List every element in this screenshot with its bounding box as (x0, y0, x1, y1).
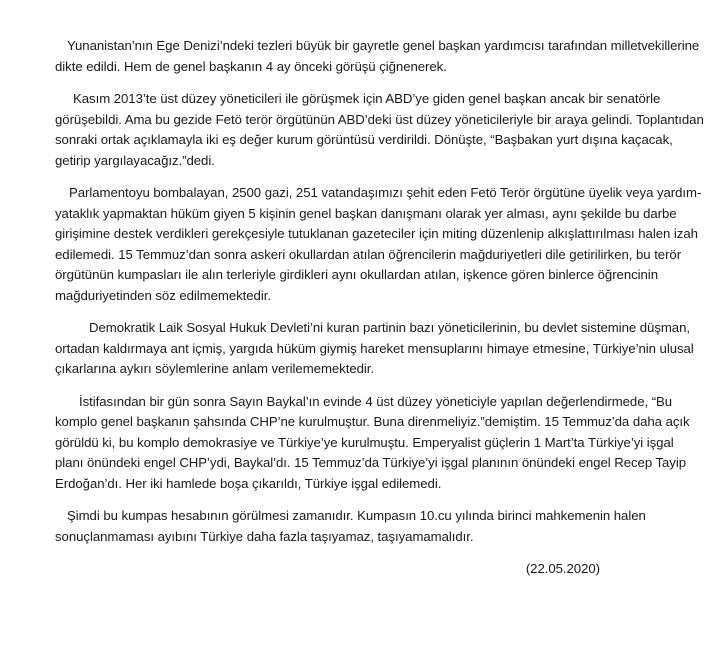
paragraph-4: Demokratik Laik Sosyal Hukuk Devleti’ni kuran partinin bazı yöneticilerinin, bu devlet sistemine düşman, ortadan kaldırmaya ant içmiş, yargıda hüküm giymiş hareket mensuplarını himaye etmesine, Türkiye’nin ulusal çıkarlarına aykırı söylemlerine anlam verilememektedir. (55, 320, 694, 376)
paragraph-1: Yunanistan’nın Ege Denizi’ndeki tezleri büyük bir gayretle genel başkan yardımcısı tarafından milletvekillerine dikte edildi. Hem de genel başkanın 4 ay önceki görüşü çiğnenerek. (55, 38, 700, 74)
paragraph-6: Şimdi bu kumpas hesabının görülmesi zamanıdır. Kumpasın 10.cu yılında birinci mahkemenin halen sonuçlanmaması ayıbını Türkiye daha fazla taşıyamaz, taşıyamamalıdır. (55, 508, 646, 544)
paragraph-2: Kasım 2013’te üst düzey yöneticileri ile görüşmek için ABD’ye giden genel başkan ancak bir senatörle görüşebildi. Ama bu gezide Fetö terör örgütünün ABD’deki üst düzey yöneticileriyle bir araya gelindi. Toplantıdan sonraki ortak açıklamayla iki eş değer kurum görüntüsü verdirildi. Dönüşte, “Başbakan yurt dışına kaçacak, getirip yargılayacağız.”dedi. (55, 91, 704, 168)
paragraph-3: Parlamentoyu bombalayan, 2500 gazi, 251 vatandaşımızı şehit eden Fetö Terör örgütüne üyelik veya yardım-yataklık yapmaktan hüküm giyen 5 kişinin genel başkan danışmanı olarak yer alması, aynı şekilde bu darbe girişimine destek verdikleri gerekçesiyle tutuklanan gazeteciler için miting düzenlenip alkışlattırılması halen izah edilemedi. 15 Temmuz’dan sonra askeri okullardan atılan öğrencilerin mağduriyetleri dile getirilirken, bu terör örgütünün kumpasları ile alın terleriyle girdikleri aynı okullardan atılan, işkence gören binlerce öğrencinin mağduriyetinden söz edilmemektedir. (55, 185, 702, 303)
paragraph-5: İstifasından bir gün sonra Sayın Baykal’ın evinde 4 üst düzey yöneticiyle yapılan değerlendirmede, “Bu komplo genel başkanın şahsında CHP’ne kurulmuştur. Buna direnmeliyiz.”demiştim. 15 Temmuz’da daha açık görüldü ki, bu komplo demokrasiye ve Türkiye’ye kurulmuştu. Emperyalist güçlerin 1 Mart’ta Türkiye’yi işgal planı önündeki engel CHP’ydi, Baykal’dı. 15 Temmuz’da Türkiye’yi işgal planının önündeki engel Recep Tayip Erdoğan’dı. Her iki hamlede boşa çıkarıldı, Türkiye işgal edilemedi. (55, 393, 690, 491)
document-date: (22.05.2020) (525, 561, 600, 576)
document-body (55, 36, 705, 580)
